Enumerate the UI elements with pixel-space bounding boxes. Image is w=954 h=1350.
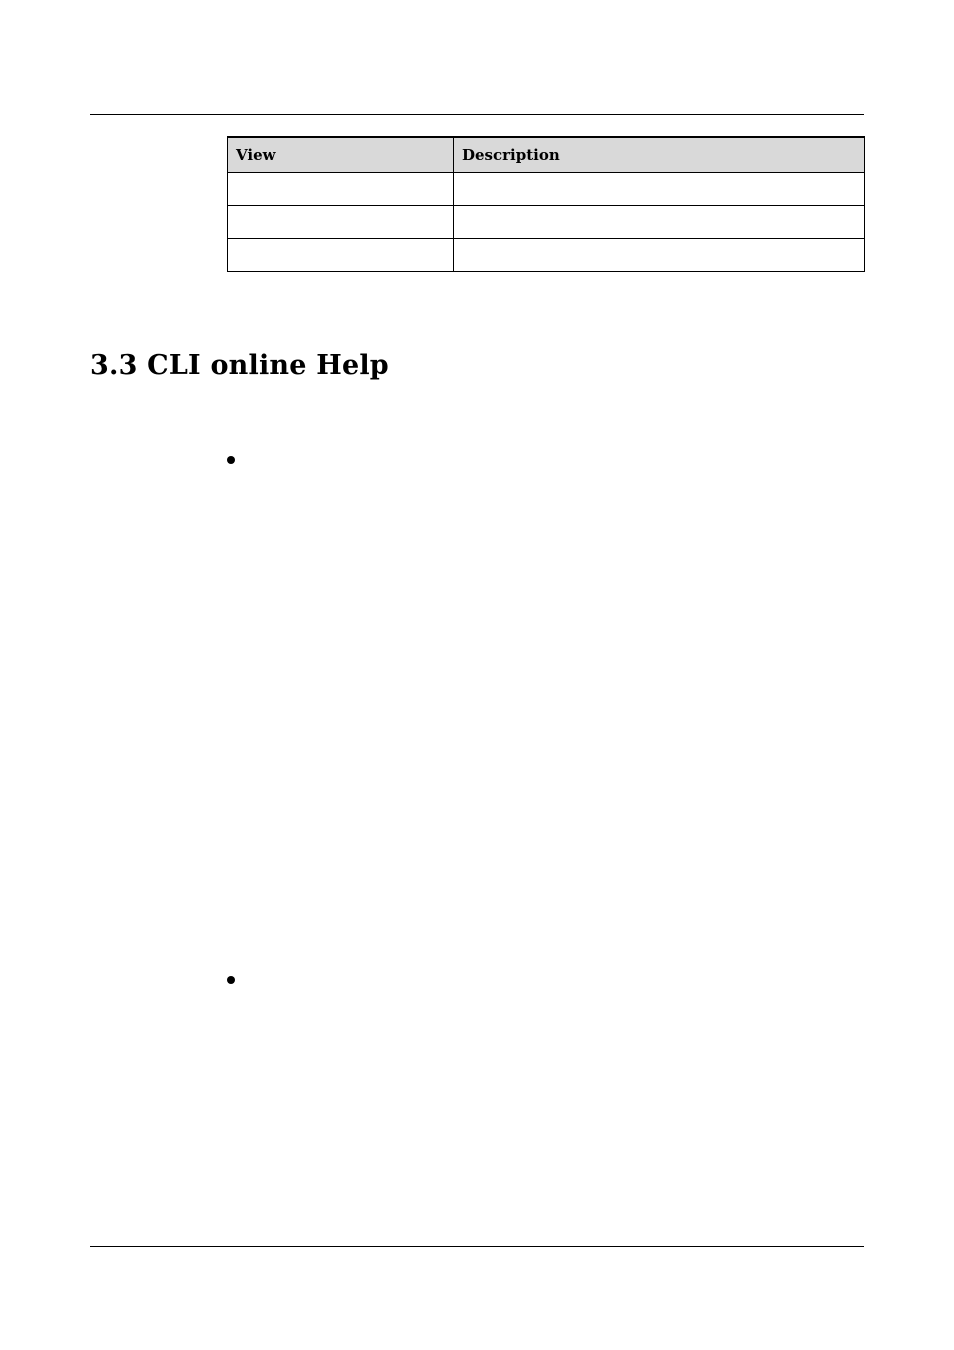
- table-cell: [228, 238, 454, 271]
- bullet-point: [227, 456, 235, 464]
- header-rule: [90, 114, 864, 115]
- bullet-point: [227, 976, 235, 984]
- table-cell: [454, 205, 865, 238]
- footer-rule: [90, 1246, 864, 1247]
- table-header-row: [228, 137, 865, 172]
- table-row: [228, 172, 865, 205]
- table-row: [228, 238, 865, 271]
- table-row: [228, 205, 865, 238]
- view-description-table: [227, 136, 865, 272]
- table-cell: [454, 172, 865, 205]
- table-cell: [454, 238, 865, 271]
- table-cell: [228, 172, 454, 205]
- column-header-view: View: [228, 137, 454, 172]
- column-header-description: Description: [454, 137, 865, 172]
- table-cell: [228, 205, 454, 238]
- section-title: 3.3 CLI online Help: [90, 350, 389, 381]
